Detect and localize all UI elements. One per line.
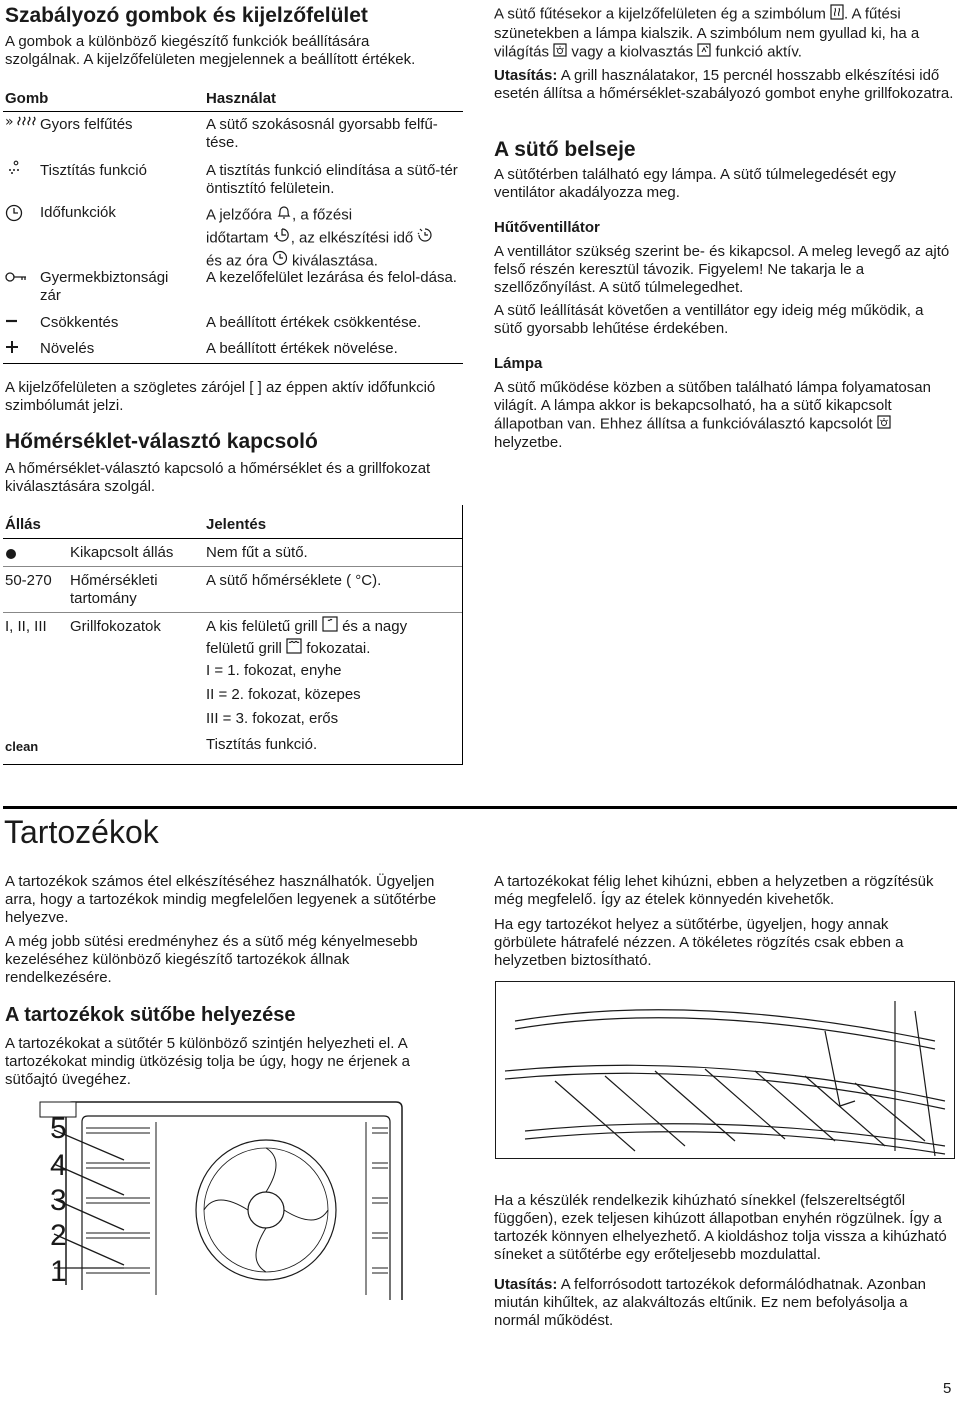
deformation-instruction-label: Utasítás: (494, 1276, 558, 1293)
table2-header-position: Állás (5, 516, 41, 533)
table1-row3-use-part1: A jelzőóra (206, 206, 272, 224)
insert-accessories-text: A tartozékokat a sütőtér 5 különböző szintjén helyezheti el. A tartozékokat mindig ütközésig tolja be úgy, hogy ne érjenek a sütőajtó üvegéhez. (5, 1035, 410, 1088)
table1-row2-name: Tisztítás funkció (40, 162, 147, 179)
light-icon (553, 43, 567, 62)
controls-intro: A gombok a különböző kiegészítő funkciók beállítására szolgálnak. A kijelzőfelületen megjelennek a beállított értékek. (5, 33, 416, 68)
table2-row3-meaning-part3: felületű grill (206, 640, 282, 658)
accessories-title: Tartozékok (4, 814, 159, 850)
table2-row4-meaning: Tisztítás funkció. (206, 736, 318, 753)
table1-row2-use: A tisztítás funkció elindítása a sütő-tér öntisztító felületein. (206, 162, 458, 197)
table1-row1-use: A sütő szokásosnál gyorsabb felfű-tése. (206, 116, 438, 151)
rapid-heat-icon (5, 114, 39, 135)
level-label-5: 5 (50, 1112, 67, 1145)
table1-row3-use-part3: időtartam (206, 229, 269, 247)
table1-row3-use-part4: , az elkészítési idő (290, 229, 414, 247)
table2-row1-name: Kikapcsolt állás (70, 544, 174, 561)
section-divider (3, 806, 957, 809)
temp-selector-title: Hőmérséklet-választó kapcsoló (5, 430, 318, 453)
table2-row-rule (3, 566, 463, 567)
cooling-fan-text-1: A ventillátor szükség szerint be- és kikapcsol. A meleg levegő az ajtó felső részén keresztül távozik. Figyelem! Ne takarja le a szellőzőnyílást. A sütő túlmelegedhet. (494, 243, 950, 296)
accessories-text-2: A még jobb sütési eredményhez és a sütő még kényelmesebb kezeléséhez különböző kiegészítő tartozékok állnak rendelkezésére. (5, 933, 418, 986)
oven-levels-diagram (36, 1100, 460, 1300)
accessories-text-1: A tartozékok számos étel elkészítéséhez használhatók. Ügyeljen arra, hogy a tartozékok mindig megfelelően legyenek a sütőtérbe helyezve. (5, 873, 437, 926)
grill-instruction-text: A grill használatakor, 15 percnél hosszabb elkészítési idő esetén állítsa a hőmérséklet-szabályozó gombot enyhe grillfokozatra. (494, 67, 954, 102)
page-number: 5 (943, 1380, 952, 1397)
oven-heating-text-b: . A fűtési szünetekben a lámpa kialszik. A szimbólum nem gyullad ki, ha a világítás (494, 5, 920, 61)
controls-title: Szabályozó gombok és kijelzőfelület (5, 4, 368, 27)
table2-row2-name: Hőmérsékleti tartomány (70, 572, 158, 607)
off-position-dot-icon (5, 547, 17, 565)
table1-row4-name: Gyermekbiztonsági zár (40, 269, 169, 304)
table1-row6-use: A beállított értékek növelése. (206, 340, 398, 357)
grill-instruction (494, 67, 954, 103)
lamp-text (494, 379, 954, 452)
table2-header-meaning: Jelentés (206, 516, 267, 533)
small-grill-icon (322, 616, 338, 638)
plus-icon (5, 340, 19, 359)
oven-interior-text: A sütőtérben található egy lámpa. A sütő túlmelegedését egy ventilátor akadályozza meg. (494, 166, 896, 201)
table1-bottom-rule (3, 363, 463, 364)
oven-interior-title: A sütő belseje (494, 138, 636, 161)
lamp-title: Lámpa (494, 355, 543, 372)
table2-row3-pos: I, II, III (5, 618, 47, 635)
oven-heating-text-d: funkció aktív. (715, 43, 802, 61)
grill-instruction-label: Utasítás: (494, 67, 558, 84)
grill-level-2: II = 2. fokozat, közepes (206, 686, 361, 703)
cooling-fan-text-2: A sütő leállítását követően a ventillátor egy ideig még működik, a sütő gyorsabb lehűtése érdekében. (494, 302, 924, 337)
table2-row3-meaning-part1: A kis felületű grill (206, 618, 318, 635)
cooling-fan-title: Hűtőventillátor (494, 219, 600, 236)
bell-icon (276, 204, 292, 227)
half-pull-text: A tartozékokat félig lehet kihúzni, ebben a helyzetben a rögzítésük még megfelelő. Így az ételek könnyedén kivehetők. (494, 873, 934, 908)
level-label-1: 1 (50, 1255, 67, 1288)
defrost-icon (697, 43, 711, 62)
table1-header-button: Gomb (5, 90, 49, 107)
table2-row3-meaning (206, 616, 462, 660)
table1-header-rule (3, 111, 463, 112)
deformation-instruction-text: A felforrósodott tartozékok deformálódhatnak. Azonban miután kihűltek, az alakváltozás eltűnik. Ez nem befolyásolja a normál működést. (494, 1276, 926, 1329)
table2-row3-meaning-part2: és a nagy (342, 618, 408, 635)
level-label-4: 4 (50, 1149, 67, 1182)
table1-row3-name: Időfunkciók (40, 204, 116, 221)
key-icon (5, 270, 29, 288)
table2-bottom-rule (3, 764, 463, 765)
table1-row6-name: Növelés (40, 340, 95, 357)
level-label-2: 2 (50, 1219, 67, 1252)
insert-accessories-title: A tartozékok sütőbe helyezése (5, 1004, 296, 1026)
svg-text:»: » (5, 114, 14, 130)
cooking-time-icon (273, 227, 291, 250)
temp-selector-intro: A hőmérséklet-választó kapcsoló a hőmérséklet és a grillfokozat kiválasztására szolgál. (5, 460, 431, 495)
clock-icon (5, 204, 23, 227)
wire-shelf-illustration (495, 981, 955, 1159)
lamp-position-icon (877, 415, 891, 434)
lamp-text-a: A sütő működése közben a sütőben található lámpa folyamatosan világít. A lámpa akkor is bekapcsolható, ha a sütő kikapcsolt állapotban van. Ehhez állítsa a funkcióválasztó kapcsolót (494, 379, 931, 433)
table2-row3-name: Grillfokozatok (70, 618, 161, 635)
bracket-note: A kijelzőfelületen a szögletes zárójel [ ] az éppen aktív időfunkció szimbólumát jelzi. (5, 379, 436, 414)
table1-row3-use-part6: kiválasztása. (292, 252, 378, 270)
grill-level-1: I = 1. fokozat, enyhe (206, 662, 342, 679)
table1-row3-use (206, 204, 462, 273)
table2-row-rule (3, 612, 463, 613)
large-grill-icon (286, 638, 302, 660)
oven-heating-text-c: vagy a kiolvasztás (571, 43, 694, 61)
table2-row2-pos: 50-270 (5, 572, 52, 589)
table1-row3-use-part5: és az óra (206, 252, 268, 270)
deformation-instruction (494, 1276, 954, 1330)
table1-row3-use-part2: , a főzési (292, 206, 353, 224)
table1-row1-name: Gyors felfűtés (40, 116, 133, 133)
end-time-icon (417, 227, 433, 250)
table1-header-usage: Használat (206, 90, 277, 107)
telescopic-rails-text: Ha a készülék rendelkezik kihúzható sínekkel (felszereltségtől függően), ezek teljesen kihúzott állapotban enyhén rögzülnek. Így a tartozék könnyen elhelyezhető. A kioldáshoz tolja vissza a kihúzható síneket a sütőtérbe egy erőteljesebb mozdulattal. (494, 1192, 947, 1263)
table2-header-rule (3, 538, 463, 539)
table1-row5-name: Csökkentés (40, 314, 119, 331)
oven-heating-text-a: A sütő fűtésekor a kijelzőfelületen ég a szimbólum (494, 5, 826, 23)
minus-icon (5, 314, 19, 333)
table1-row4-use: A kezelőfelület lezárása és felol-dása. (206, 269, 457, 286)
oven-heating-paragraph (494, 4, 954, 62)
curve-direction-text: Ha egy tartozékot helyez a sütőtérbe, ügyeljen, hogy annak görbülete hátrafelé nézzen. A tökéletes rögzítés csak ebben a helyzetben biztosítható. (494, 916, 904, 969)
level-label-3: 3 (50, 1184, 67, 1217)
table1-row5-use: A beállított értékek csökkentése. (206, 314, 422, 331)
lamp-text-b: helyzetbe. (494, 434, 563, 451)
table2-row2-meaning: A sütő hőmérséklete ( °C). (206, 572, 382, 589)
grill-level-3: III = 3. fokozat, erős (206, 710, 339, 727)
table2-row4-pos: clean (5, 739, 39, 754)
table2-right-rule (462, 505, 463, 764)
table2-row3-meaning-part4: fokozatai. (306, 640, 371, 658)
cleaning-icon (5, 160, 21, 181)
heating-symbol-icon (830, 4, 844, 25)
table2-row1-meaning: Nem fűt a sütő. (206, 544, 308, 561)
